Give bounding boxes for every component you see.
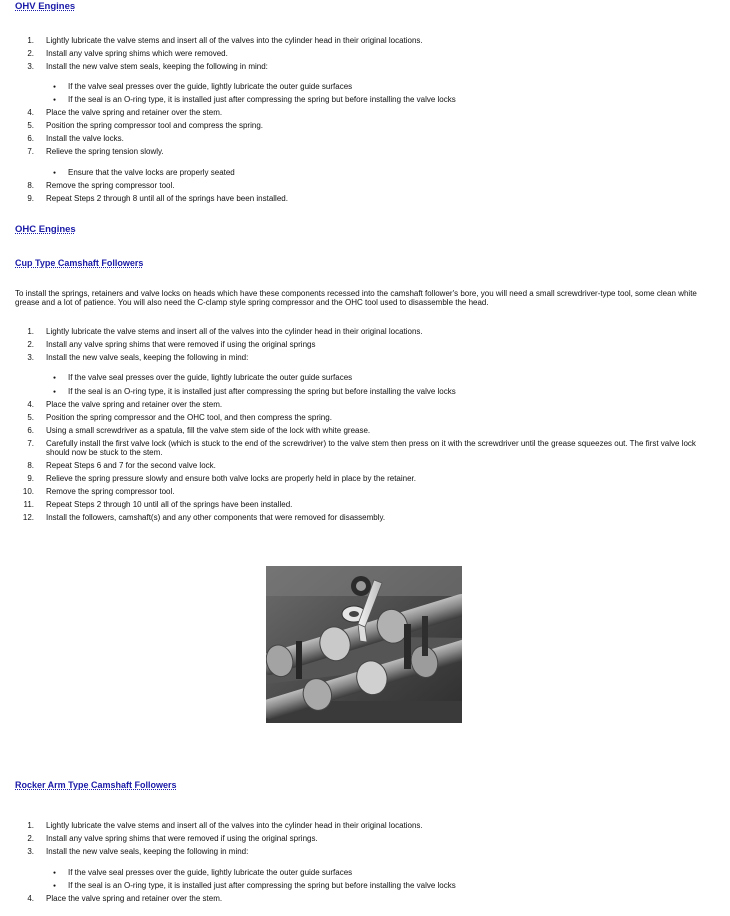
step-number: 5. [27, 413, 34, 422]
cup-step-5: Position the spring compressor and the OHC tool, and then compress the spring. [46, 413, 332, 422]
step-number: 12. [22, 513, 34, 522]
step-number: 11. [23, 500, 34, 509]
ohv-bullet-2: ● If the seal is an O-ring type, it is installed just after compressing the spring but before installing the valve locks [68, 95, 688, 105]
valve-lock-installation-photo [266, 566, 462, 723]
step-number: 1. [27, 821, 34, 830]
step-number: 6. [27, 134, 34, 143]
cup-bullet-1: ● If the valve seal presses over the guide, lightly lubricate the outer guide surfaces [68, 373, 688, 383]
step-number: 2. [27, 49, 34, 58]
rocker-step-1: Lightly lubricate the valve stems and insert all of the valves into the cylinder head in their original locations. [46, 821, 423, 830]
cup-step-10: Remove the spring compressor tool. [46, 487, 175, 496]
ohv-step-8: Remove the spring compressor tool. [46, 181, 175, 190]
cup-bullet-2: ● If the seal is an O-ring type, it is installed just after compressing the spring but before installing the valve locks [68, 387, 688, 397]
step-number: 4. [27, 108, 34, 117]
step-number: 9. [27, 194, 34, 203]
step-number: 3. [27, 62, 34, 71]
step-number: 10. [22, 487, 34, 496]
cup-step-12: Install the followers, camshaft(s) and any other components that were removed for disassembly. [46, 513, 386, 522]
step-number: 6. [27, 426, 34, 435]
step-number: 3. [27, 847, 34, 856]
step-number: 2. [27, 834, 34, 843]
ohv-step-2: Install any valve spring shims which were removed. [46, 49, 228, 58]
step-number: 4. [27, 894, 34, 903]
ohv-engines-heading-link[interactable]: OHV Engines [15, 1, 76, 12]
cup-step-1: Lightly lubricate the valve stems and insert all of the valves into the cylinder head in their original locations. [46, 327, 423, 336]
rocker-bullet-1: ● If the valve seal presses over the guide, lightly lubricate the outer guide surfaces [68, 868, 688, 878]
ohv-step-1: Lightly lubricate the valve stems and insert all of the valves into the cylinder head in their original locations. [46, 36, 423, 45]
step-number: 2. [27, 340, 34, 349]
rocker-step-3: Install the new valve seals, keeping the following in mind: [46, 847, 249, 856]
ohv-step-4: Place the valve spring and retainer over the stem. [46, 108, 223, 117]
rocker-step-4: Place the valve spring and retainer over the stem. [46, 894, 223, 903]
cup-type-heading-link[interactable]: Cup Type Camshaft Followers [15, 258, 144, 268]
rocker-arm-heading-link[interactable]: Rocker Arm Type Camshaft Followers [15, 780, 177, 790]
ohv-step-6: Install the valve locks. [46, 134, 124, 143]
ohc-engines-heading-link[interactable]: OHC Engines [15, 224, 76, 235]
step-number: 3. [27, 353, 34, 362]
ohv-step-9: Repeat Steps 2 through 8 until all of the springs have been installed. [46, 194, 288, 203]
ohv-step-7: Relieve the spring tension slowly. [46, 147, 164, 156]
ohv-bullet-1: ● If the valve seal presses over the guide, lightly lubricate the outer guide surfaces [68, 82, 688, 92]
step-number: 9. [27, 474, 34, 483]
step-number: 8. [27, 461, 34, 470]
cup-step-4: Place the valve spring and retainer over the stem. [46, 400, 223, 409]
cup-step-8: Repeat Steps 6 and 7 for the second valve lock. [46, 461, 216, 470]
step-number: 8. [27, 181, 34, 190]
step-number: 4. [27, 400, 34, 409]
cup-step-3: Install the new valve seals, keeping the following in mind: [46, 353, 249, 362]
cup-step-11: Repeat Steps 2 through 10 until all of the springs have been installed. [46, 500, 293, 509]
cup-step-6: Using a small screwdriver as a spatula, fill the valve stem side of the lock with white grease. [46, 426, 371, 435]
step-number: 1. [27, 327, 34, 336]
step-number: 5. [27, 121, 34, 130]
ohv-step-5: Position the spring compressor tool and compress the spring. [46, 121, 263, 130]
step-number: 7. [27, 147, 34, 156]
cup-step-2: Install any valve spring shims that were removed if using the original springs [46, 340, 316, 349]
rocker-bullet-2: ● If the seal is an O-ring type, it is installed just after compressing the spring but before installing the valve locks [68, 881, 688, 891]
step-number: 7. [27, 439, 34, 448]
cup-intro-paragraph: To install the springs, retainers and valve locks on heads which have these components recessed into the camshaft follower's bore, you will need a small screwdriver-type tool, some clean white grease and a lot of patience. You will also need the C-clamp style spring compressor and the OHC tool used to disassemble the head. [15, 289, 697, 307]
cup-step-7: Carefully install the first valve lock (which is stuck to the end of the screwdriver) to the valve stem then press on it with the screwdriver until the grease squeezes out. The first valve lock should now be stuck to the stem. [46, 439, 696, 457]
ohv-step-3: Install the new valve stem seals, keeping the following in mind: [46, 62, 268, 71]
step-number: 1. [27, 36, 34, 45]
rocker-step-2: Install any valve spring shims that were removed if using the original springs. [46, 834, 318, 843]
cup-step-9: Relieve the spring pressure slowly and ensure both valve locks are properly held in place by the retainer. [46, 474, 416, 483]
ohv-bullet-3: ● Ensure that the valve locks are properly seated [68, 168, 688, 178]
